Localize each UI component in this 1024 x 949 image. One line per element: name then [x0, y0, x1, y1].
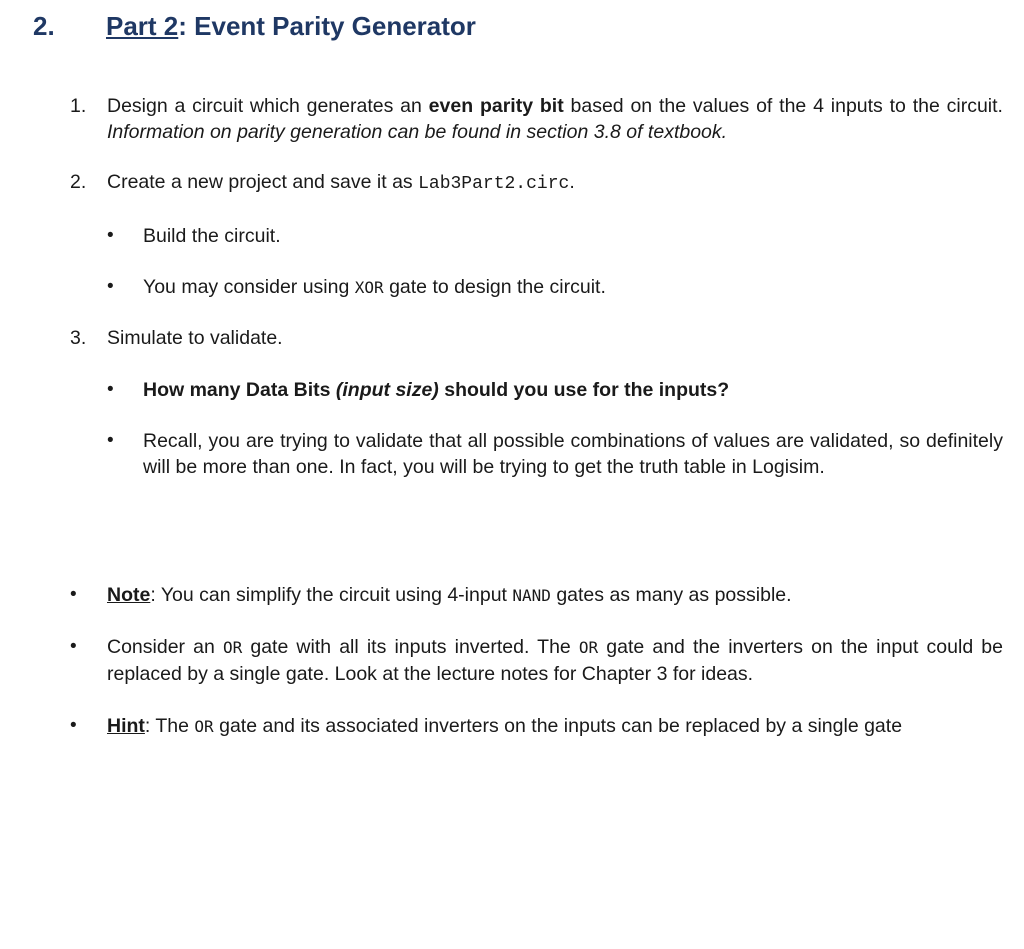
hint-item: [107, 713, 1003, 740]
step-2-filename: Lab3Part2.circ: [418, 174, 570, 194]
step-3-bullet-1-a: How many Data Bits: [143, 379, 336, 401]
bullet-icon: •: [70, 715, 77, 736]
bullet-icon: •: [70, 584, 77, 605]
note-code: NAND: [512, 586, 551, 605]
step-2-text-b: .: [569, 171, 575, 193]
step-2-number: 2.: [70, 171, 87, 193]
bullet-icon: •: [70, 636, 77, 657]
step-3-bullet-1-c: should you use for the inputs?: [438, 379, 730, 401]
step-3-text: Simulate to validate.: [107, 327, 283, 349]
step-3-bullet-1-b: (input size): [335, 379, 439, 401]
consider-text-c: gate and the inverters on the input could be replaced by a single gate. Look at the lecture notes for Chapter 3 for ideas.: [107, 636, 1003, 685]
consider-code-2: OR: [578, 638, 599, 657]
step-1-text-b: based on the values of the 4 inputs to the circuit.: [563, 95, 1003, 117]
step-2-text: [107, 169, 1003, 197]
note-item: [107, 582, 1003, 609]
hint-label: Hint: [107, 715, 145, 737]
step-2-bullet-2-code: XOR: [354, 278, 384, 297]
step-2-bullet-2: [143, 274, 1003, 301]
section-title-rest: : Event Parity Generator: [178, 11, 476, 41]
step-3-bullet-2: Recall, you are trying to validate that all possible combinations of values are validated, so definitely will be more than one. In fact, you will be trying to get the truth table in Logisim.: [143, 430, 1003, 478]
note-text-a: : You can simplify the circuit using 4-input: [150, 584, 513, 606]
step-1-emphasis: even parity bit: [428, 95, 564, 117]
hint-text-b: gate and its associated inverters on the inputs can be replaced by a single gate: [213, 715, 903, 737]
step-1-note: Information on parity generation can be found in section 3.8 of textbook.: [107, 121, 728, 143]
hint-code: OR: [194, 717, 214, 736]
step-1-text-a: Design a circuit which generates an: [107, 95, 429, 117]
bullet-icon: •: [107, 225, 114, 246]
step-2-bullet-2-a: You may consider using: [143, 276, 355, 298]
step-3-bullet-1: [143, 377, 1003, 403]
section-title: [106, 11, 476, 42]
consider-text-b: gate with all its inputs inverted. The: [242, 636, 579, 658]
step-3-number: 3.: [70, 327, 87, 349]
step-2-bullet-1: Build the circuit.: [143, 225, 281, 247]
bullet-icon: •: [107, 430, 114, 451]
bullet-icon: •: [107, 276, 114, 297]
step-2-bullet-2-b: gate to design the circuit.: [383, 276, 606, 298]
consider-text-a: Consider an: [107, 636, 223, 658]
step-1-number: 1.: [70, 95, 87, 117]
section-title-part: Part 2: [106, 11, 179, 41]
hint-text-a: : The: [144, 715, 195, 737]
section-number: 2.: [33, 11, 55, 41]
consider-item: [107, 634, 1003, 687]
bullet-icon: •: [107, 379, 114, 400]
consider-code-1: OR: [222, 638, 243, 657]
note-label: Note: [107, 584, 151, 606]
step-2-text-a: Create a new project and save it as: [107, 171, 419, 193]
step-1-text: [107, 93, 1003, 145]
section-heading: [0, 11, 1024, 47]
note-text-b: gates as many as possible.: [550, 584, 792, 606]
